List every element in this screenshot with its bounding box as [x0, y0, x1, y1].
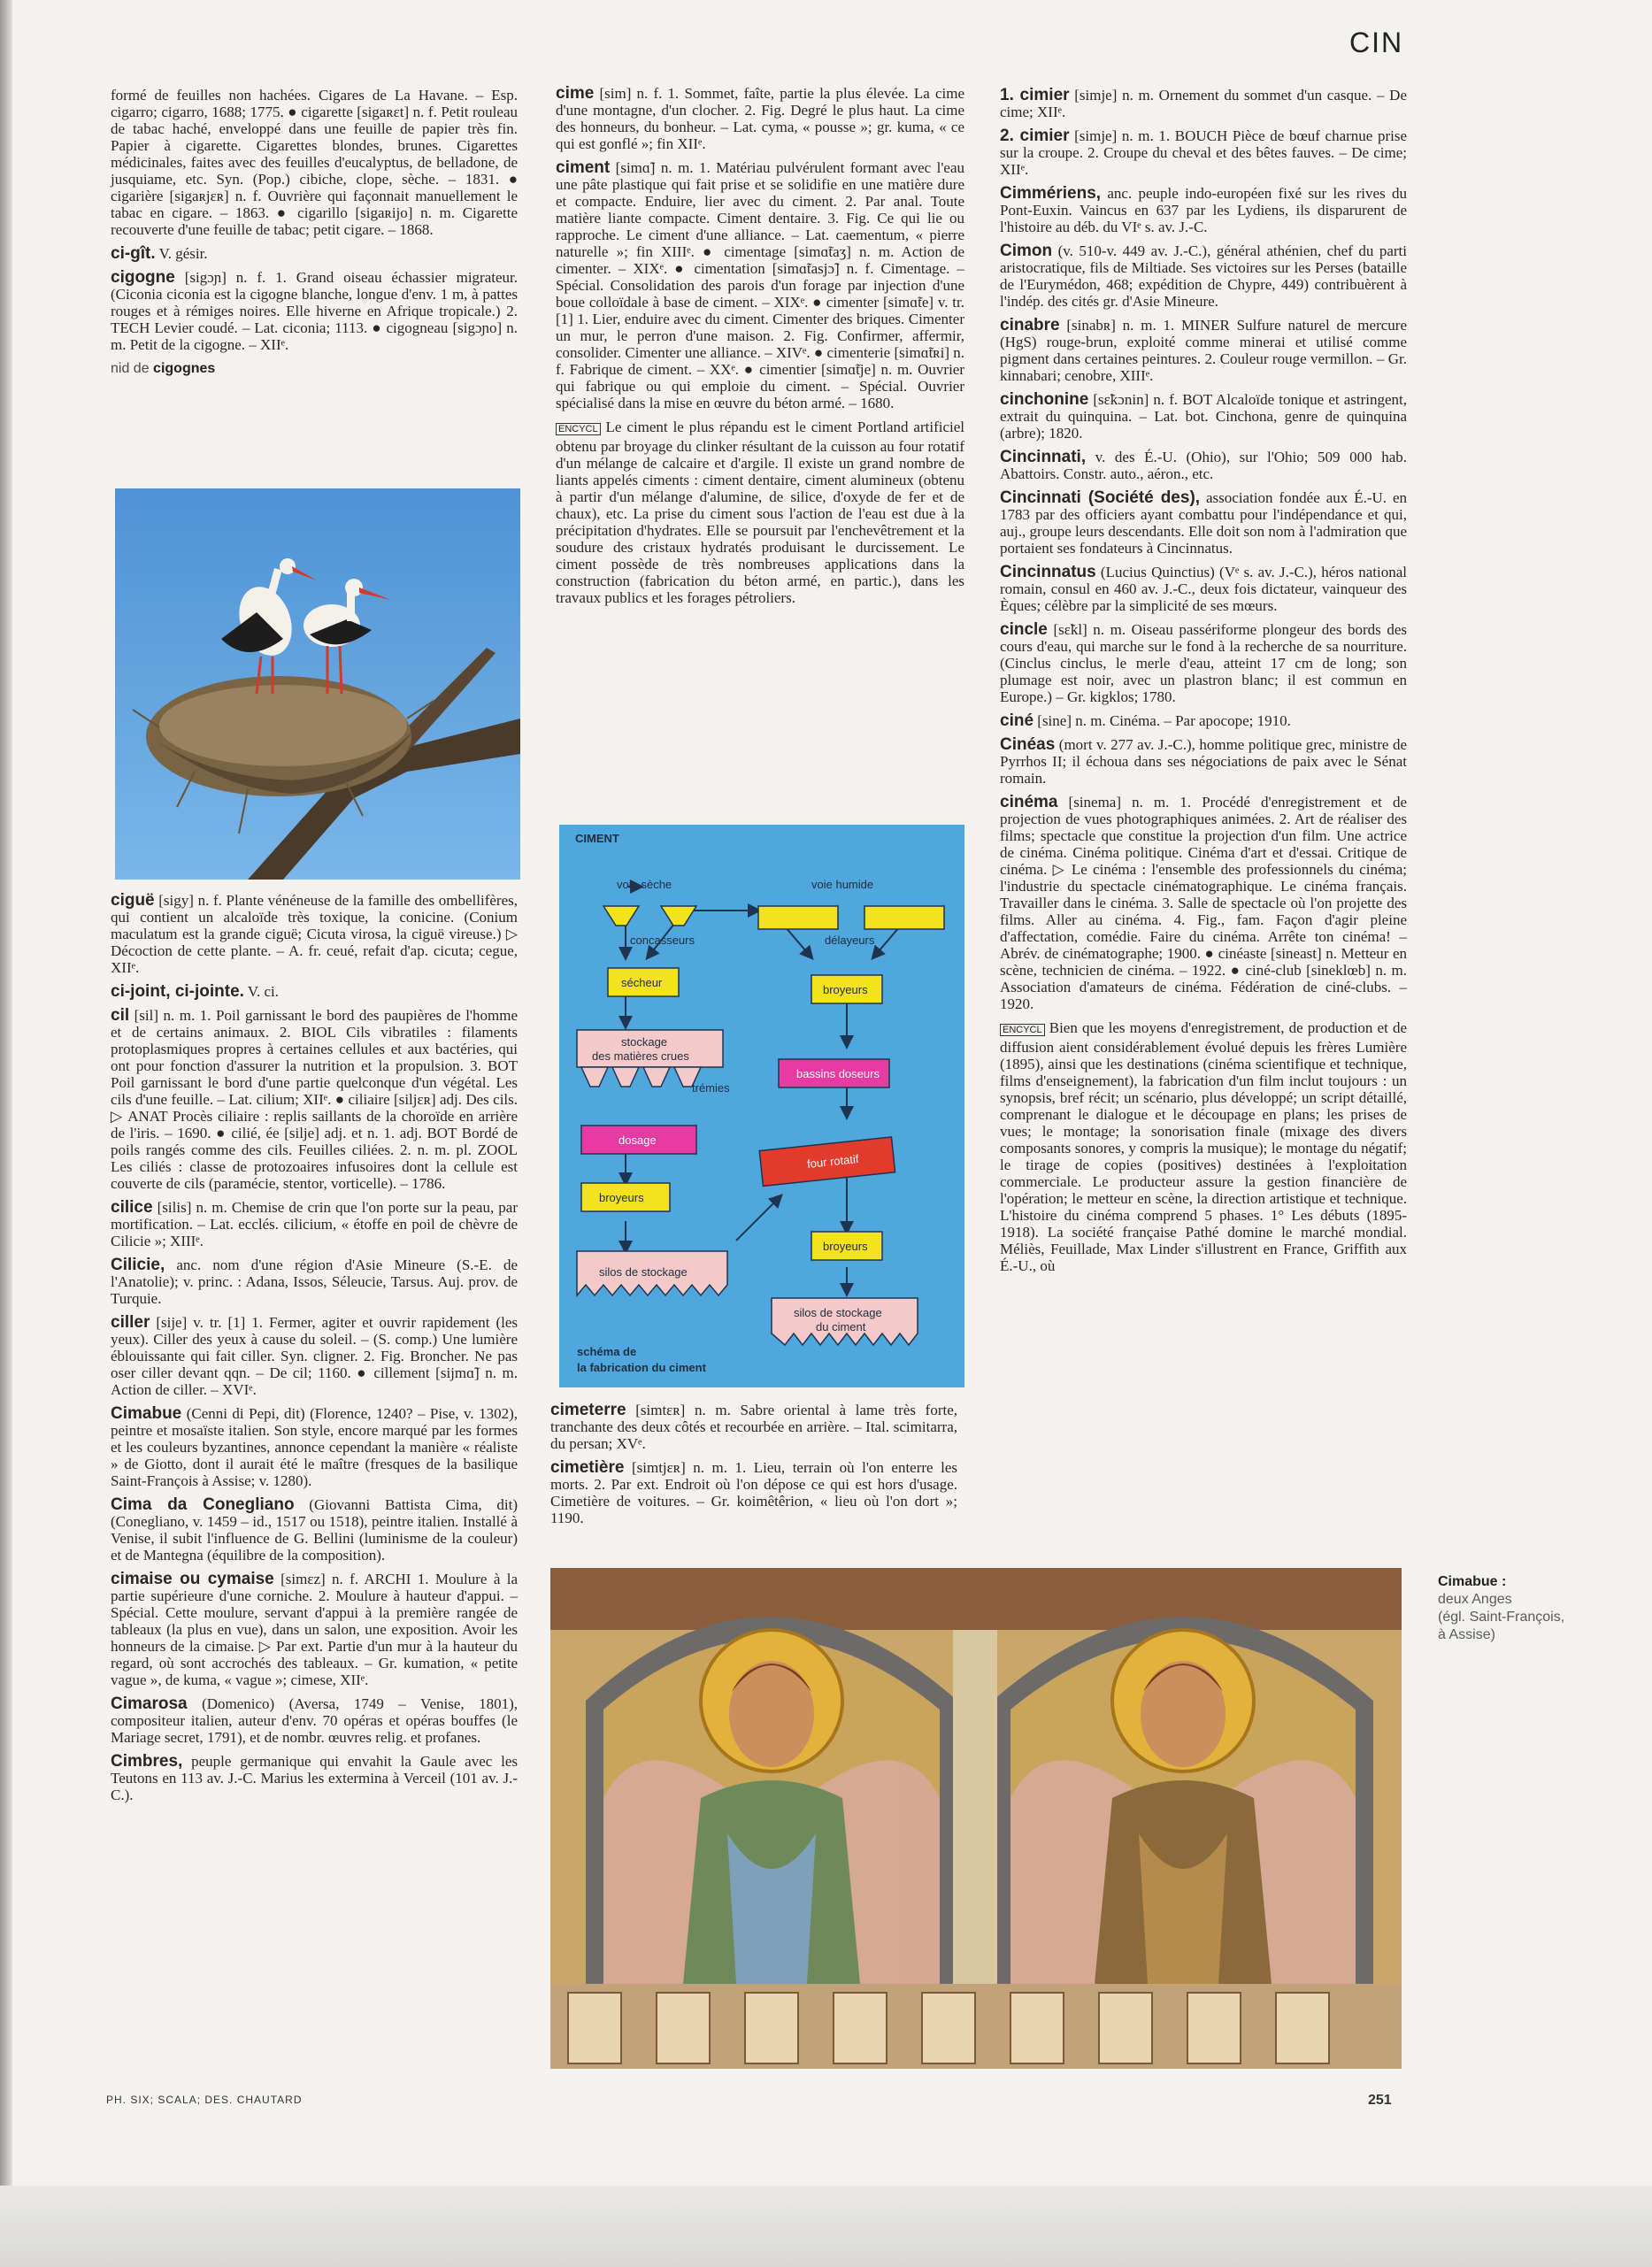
- definition: association fondée aux É.-U. en 1783 par des officiers ayant combattu pour l'indépendance et qui, auj., groupe leurs descendants. Elle doit son nom à l'admiration que portaient ses fondateurs à Cincinnatus.: [1000, 489, 1408, 557]
- definition: (Lucius Quinctius) (Vᵉ s. av. J.-C.), héros national romain, consul en 460 av. J.-C., deux fois dictateur, vainqueur des Èques; célèbre par la simplicité de ses mœurs.: [1000, 564, 1407, 614]
- headword: ci-joint, ci-jointe.: [111, 982, 244, 1001]
- label-broyeurs-right: broyeurs: [823, 983, 868, 996]
- definition: [simtɛʀ] n. m. Sabre oriental à lame très forte, tranchante des deux côtés et recourbée en arrière. – Ital. scimitarra, du persan; XVᵉ.: [550, 1402, 957, 1452]
- stork-nest-photo: [115, 488, 520, 880]
- fresco-caption: [1438, 1573, 1615, 1644]
- entry-cigue: [111, 892, 518, 976]
- headword: Cimarosa: [111, 1694, 188, 1713]
- label-concasseurs: concasseurs: [630, 934, 695, 947]
- diagram-title: CIMENT: [575, 832, 619, 845]
- definition: [sije] v. tr. [1] 1. Fermer, agiter et ouvrir rapidement (les yeux). Ciller des yeux à cause du soleil. – (S. comp.) Une lumière éblouissante qui fait ciller. Syn. cligner. 2. Fig. Broncher. Ne pas oser ciller devant qqn. – De cil; 1160. ● cillement [sijmɑ̃] n. m. Action de ciller. – XVIᵉ.: [111, 1314, 518, 1398]
- column-1b: [111, 892, 518, 1810]
- entry-cil: [111, 1007, 518, 1192]
- entry-cilicie: [111, 1256, 518, 1307]
- entry-cime: [556, 85, 964, 152]
- headword: Cima da Conegliano: [111, 1495, 295, 1514]
- definition: (v. 510-v. 449 av. J.-C.), général athénien, chef du parti aristocratique, fils de Miltiade. Ses victoires sur les Perses (bataille de l'Eurymédon, 468; expédition de Chypre, 449) contribuèrent à l'indép. des cités gr. d'Asie Mineure.: [1000, 242, 1407, 310]
- headword: 2. cimier: [1000, 127, 1070, 145]
- entry-cinabre: [1000, 317, 1407, 384]
- entry-cimabue: [111, 1405, 518, 1489]
- headword: cinchonine: [1000, 390, 1089, 409]
- entry-cigare-continued: formé de feuilles non hachées. Cigares de La Havane. – Esp. cigarro; cigarro, 1688; 1775. ● cigarette [sigaʀɛt] n. f. Petit rouleau de tabac haché, enveloppé dans une feuille de papier très fin. Papier à cigarette. Cigarettes blondes, brunes. Cigarettes médicinales, faites avec des feuilles d'eucalyptus, de belladone, de jusquiame, etc. Syn. (Pop.) cibiche, clope, sèche. – 1831. ● cigarière [sigaʀjɛʀ] n. f. Ouvrière qui façonnait manuellement le tabac en cigare. – 1863. ● cigarillo [sigaʀijo] n. m. Cigarette recouverte d'une feuille de tabac; petit cigare. – 1868.: [111, 87, 518, 238]
- definition: anc. peuple indo-européen fixé sur les rives du Pont-Euxin. Vaincus en 637 par les Lydiens, ils disparurent de l'histoire au déb. du VIᵉ s. av. J.-C.: [1000, 185, 1407, 235]
- definition: [sigy] n. f. Plante vénéneuse de la famille des ombellifères, qui contient un alcaloïde très toxique, la conicine. (Conium maculatum est la grande ciguë; Cicuta virosa, la ciguë vireuse.) ▷ Décoction de cette plante. – A. fr. ceué, refait d'ap. cicuta; cegue, XIIᵉ.: [111, 892, 518, 976]
- headword: Cimon: [1000, 242, 1053, 260]
- label-fabrication: la fabrication du ciment: [577, 1361, 706, 1374]
- headword: cinéma: [1000, 793, 1058, 811]
- definition: [sigɔɲ] n. f. 1. Grand oiseau échassier migrateur. (Ciconia ciconia est la cigogne blanche, longue d'env. 1 m, à pattes rouges et à rémiges noires. Elle hiverne en Afrique tropicale.) 2. TECH Levier coudé. – Lat. ciconia; 1113. ● cigogneau [sigɔɲo] n. m. Petit de la cigogne. – XIIᵉ.: [111, 269, 518, 353]
- stork-illustration: [115, 488, 520, 880]
- headword: cinabre: [1000, 316, 1060, 334]
- definition: (mort v. 277 av. J.-C.), homme politique grec, ministre de Pyrrhos II; il échoua dans ses négociations de paix avec le Sénat romain.: [1000, 736, 1407, 787]
- definition: (Cenni di Pepi, dit) (Florence, 1240? – Pise, v. 1302), peintre et mosaïste italien. Son style, encore marqué par les formes et les couleurs byzantines, annonce cependant la manière « réaliste » de Giotto, dont il aurait été le maître (fresques de la basilique Saint-François à Assise; v. 1280).: [111, 1405, 518, 1489]
- definition: [simɛz] n. f. ARCHI 1. Moulure à la partie supérieure d'une corniche. 2. Moulure à hauteur d'appui. – Spécial. Cette moulure, servant d'appui à la première rangée de tableaux (la plus en vue), dans un salon, une exposition. Avoir les honneurs de la cimaise. ▷ Par ext. Partie d'un mur à la hauteur du regard, où sont accrochés des tableaux. – Gr. kumation, « petite vague », de kuma, « vague »; cimese, XIIᵉ.: [111, 1571, 519, 1688]
- label-four-rotatif: four rotatif: [806, 1151, 860, 1172]
- definition: v. des É.-U. (Ohio), sur l'Ohio; 509 000 hab. Abattoirs. Constr. auto., aéron., etc.: [1000, 449, 1407, 482]
- definition: [simje] n. m. 1. BOUCH Pièce de bœuf charnue prise sur la croupe. 2. Croupe du cheval et des bêtes fauves. – De cime; XIIᵉ.: [1000, 127, 1407, 178]
- label-silos-stockage-left: silos de stockage: [599, 1265, 688, 1279]
- fresco-caption-line2: (égl. Saint-François,: [1438, 1610, 1565, 1625]
- definition: [simtjɛʀ] n. m. 1. Lieu, terrain où l'on enterre les morts. 2. Par ext. Endroit où l'on dépose ce qui est hors d'usage. Cimetière de voitures. – Gr. koimêtêrion, « lieu où l'on dort »; 1190.: [550, 1459, 957, 1526]
- headword: Cincinnati,: [1000, 448, 1087, 466]
- headword: cimeterre: [550, 1401, 626, 1419]
- definition: (Domenico) (Aversa, 1749 – Venise, 1801), compositeur italien, auteur d'env. 70 opéras et opéras bouffes (le Mariage secret, 1791), et de nombr. œuvres relig. et profanes.: [111, 1695, 518, 1746]
- cement-process-chart: [559, 825, 964, 1387]
- scan-shadow: [0, 0, 12, 2267]
- headword: 1. cimier: [1000, 86, 1070, 104]
- entry-cimaise: [111, 1571, 518, 1688]
- entry-cincinnati-societe: [1000, 489, 1407, 557]
- label-broyeurs-left: broyeurs: [599, 1191, 644, 1204]
- fresco-caption-line3: à Assise): [1438, 1627, 1495, 1642]
- headword: Cilicie,: [111, 1256, 165, 1274]
- definition: [sɛ̃kɔnin] n. f. BOT Alcaloïde tonique et astringent, extrait du quinquina. – Lat. bot. Cinchona, genre de quinquina (arbre); 1820.: [1000, 391, 1407, 442]
- label-tremies: trémies: [692, 1081, 730, 1095]
- label-schema: schéma de: [577, 1345, 637, 1358]
- headword: ciné: [1000, 711, 1034, 730]
- definition: [sine] n. m. Cinéma. – Par apocope; 1910.: [1033, 712, 1291, 729]
- definition: anc. nom d'une région d'Asie Mineure (S.-E. de l'Anatolie); v. princ. : Adana, Issos, Séleucie, Tarsus. Auj. prov. de Turquie.: [111, 1256, 518, 1307]
- column-3: [1000, 87, 1407, 1281]
- entry-cimmeriens: [1000, 185, 1407, 235]
- fresco-caption-title: Cimabue :: [1438, 1574, 1507, 1589]
- definition: Bien que les moyens d'enregistrement, de production et de diffusion aient considérablement évolué depuis les frères Lumière (1895), ainsi que les destinations (cinéma scientifique et technique, films d'enseignement), la fabrication d'un film inclut toujours : un synopsis, bref récit; un scénario, plus développé; un script détaillé, comprenant le dialogue et le découpage en plans; les prises de vues; le montage; la sonorisation finale (mixage des divers composants sonores, y compris la musique); le montage du négatif; le tirage de copies (positives) destinées à l'exploitation commerciale. Le producteur assure la gestion financière de l'opération; le metteur en scène, la direction artistique et technique. L'histoire du cinéma comprend 5 phases. 1° Les débuts (1895-1918). La société française Pathé domine le marché mondial. Méliès, Feuillade, Max Linder s'illustrent en France, Griffith aux É.-U., où: [1000, 1019, 1407, 1274]
- definition: V. gésir.: [155, 245, 208, 262]
- headword: Cimmériens,: [1000, 184, 1102, 203]
- label-secheur: sécheur: [621, 976, 663, 989]
- entry-cincinnati: [1000, 449, 1407, 482]
- headword: Cimbres,: [111, 1752, 183, 1771]
- entry-cimetiere: [550, 1459, 957, 1526]
- definition: (Giovanni Battista Cima, dit) (Conegliano, v. 1459 – id., 1517 ou 1518), peintre italien. Installé à Venise, il subit l'influence de G. Bellini (luminisme de la couleur) et de Mantegna (équilibre de la composition).: [111, 1496, 518, 1564]
- cimabue-fresco-photo: [550, 1568, 1402, 2069]
- headword: ciller: [111, 1313, 150, 1332]
- headword: cilice: [111, 1198, 153, 1217]
- entry-cincinnatus: [1000, 564, 1407, 614]
- headword: Cinéas: [1000, 735, 1056, 754]
- headword: Cimabue: [111, 1404, 182, 1423]
- label-delayeurs: délayeurs: [825, 934, 875, 947]
- definition: [sinema] n. m. 1. Procédé d'enregistrement et de projection de vues photographiques animées. 2. Art de réaliser des films; spectacle que constitue la projection d'un film. Une actrice de cinéma. Cinéma politique. Cinéma d'art et d'essai. Critique de cinéma. ▷ Le cinéma : l'ensemble des professionnels du cinéma; l'industrie du spectacle cinématographique. Le cinéma français. Travailler dans le cinéma. 3. Salle de spectacle où l'on projette des films. Aller au cinéma. 4. Fig., fam. Façon d'agir pleine d'affectation, comédie. Faire du cinéma. Arrête ton cinéma! – Abrév. de cinématographe; 1900. ● cinéaste [sineast] n. Metteur en scène, technicien de cinéma. – 1922. ● ciné-club [sineklœb] n. m. Association d'amateurs de cinéma. Fédération de ciné-clubs. – 1920.: [1000, 794, 1407, 1012]
- column-1: [111, 87, 518, 384]
- headword: Cincinnati (Société des),: [1000, 488, 1201, 507]
- definition: [sɛ̃kl] n. m. Oiseau passériforme plongeur des bords des cours d'eau, qui marche sur le fond à la recherche de sa nourriture. (Cinclus cinclus, le merle d'eau, atteint 17 cm de long; son plumage est noir, avec un plastron blanc; il est commun en Europe.) – Gr. kigklos; 1780.: [1000, 621, 1407, 705]
- headword: cime: [556, 84, 595, 103]
- definition: Le ciment le plus répandu est le ciment Portland artificiel obtenu par broyage du clinker résultant de la cuisson au four rotatif d'un mélange de calcaire et d'argile. Il existe un grand nombre de liants appelés ciments : ciment dentaire, ciment alumineux (obtenu à partir d'un mélange d'alumine, de silice, d'oxyde de fer et de chaux), etc. La prise du ciment sous l'action de l'eau est due à la précipitation d'hydrates. Elle se poursuit par l'enchevêtrement et la soudure des cristaux hydratés produisant le durcissement. Le ciment possède de très nombreuses applications dans la construction (fabrication du béton armé, en partic.), dans les travaux publics et les forages pétroliers.: [556, 419, 964, 606]
- caption-prefix: nid de: [111, 361, 150, 376]
- headword: ciguë: [111, 891, 155, 910]
- entry-ci-joint: [111, 983, 518, 1000]
- definition: V. ci.: [243, 983, 279, 1000]
- entry-cigogne: [111, 269, 518, 353]
- entry-cimbres: [111, 1753, 518, 1803]
- label-voie-seche: voie sèche: [617, 878, 672, 891]
- entry-cine: [1000, 712, 1407, 729]
- running-head: CIN: [1349, 27, 1404, 58]
- label-silos-stockage-right: silos de stockage: [794, 1306, 882, 1319]
- entry-cimier-2: [1000, 127, 1407, 178]
- scanner-bed: [0, 2186, 1652, 2267]
- definition: [simɑ̃] n. m. 1. Matériau pulvérulent formant avec l'eau une pâte plastique qui fait prise et se solidifie en une matière dure et compacte. Enduire, lier avec du ciment. 2. Par anal. Toute matière liante compacte. Ciment dentaire. 3. Fig. Ce qui lie ou rapproche. Le ciment d'une alliance. – Lat. caementum, « pierre naturelle »; fin XIIIᵉ. ● cimentage [simɑ̃taʒ] n. m. Action de cimenter. – XIXᵉ. ● cimentation [simɑ̃tasjɔ̃] n. f. Cimentage. – Spécial. Consolidation des parois d'un forage par injection d'une boue colloïdale à base de ciment. – XIXᵉ. ● cimenter [simɑ̃te] v. tr. [1] 1. Lier, enduire avec du ciment. Cimenter des briques. Cimenter un mur, le perron d'une maison. 2. Fig. Confirmer, affermir, consolider. Cimenter une alliance. – XIVᵉ. ● cimenterie [simɑ̃tʀi] n. f. Fabrique de ciment. – XXᵉ. ● cimentier [simɑ̃tje] n. m. Ouvrier qui fabrique ou qui emploie du ciment. – Spécial. Ouvrier spécialisé dans la mise en œuvre du béton armé. – 1680.: [556, 159, 964, 411]
- definition: [sim] n. f. 1. Sommet, faîte, partie la plus élevée. La cime d'une montagne, d'un clocher. 2. Fig. Degré le plus haut. La cime des honneurs, du bonheur. – Lat. cyma, « pousse »; gr. kuma, « ce qui est gonflé »; fin XIIᵉ.: [556, 85, 964, 152]
- entry-ci-git: [111, 245, 518, 262]
- encycl-label: ENCYCL: [556, 423, 601, 435]
- encycl-label: ENCYCL: [1000, 1024, 1045, 1036]
- fresco-caption-line1: deux Anges: [1438, 1592, 1512, 1607]
- entry-cilice: [111, 1199, 518, 1249]
- headword: cil: [111, 1006, 130, 1025]
- definition: peuple germanique qui envahit la Gaule avec les Teutons en 113 av. J.-C. Marius les extermina à Verceil (101 av. J.-C.).: [111, 1753, 518, 1803]
- fresco-illustration: [550, 1568, 1402, 2069]
- label-du-ciment: du ciment: [816, 1320, 866, 1333]
- headword: ciment: [556, 158, 611, 177]
- stork-caption: [111, 360, 518, 377]
- entry-cinema-encycl: [1000, 1019, 1407, 1274]
- label-bassins-doseurs: bassins doseurs: [796, 1067, 880, 1080]
- definition: [sinabʀ] n. m. 1. MINER Sulfure naturel de mercure (HgS) rouge-brun, exploité comme minerai et utilisé comme pigment dans certaines peintures. 2. Couleur rouge vermillon. – Gr. kinnabari; cenobre, XIIIᵉ.: [1000, 317, 1407, 384]
- column-2: [556, 85, 964, 613]
- entry-cimeterre: [550, 1402, 957, 1452]
- entry-ciller: [111, 1314, 518, 1398]
- label-matieres-crues: des matières crues: [592, 1049, 689, 1063]
- entry-cimier-1: [1000, 87, 1407, 120]
- entry-ciment-encycl: [556, 419, 964, 606]
- page-number: 251: [1368, 2093, 1392, 2108]
- headword: cimetière: [550, 1458, 625, 1477]
- entry-cima-da-conegliano: [111, 1496, 518, 1564]
- definition: [sil] n. m. 1. Poil garnissant le bord des paupières de l'homme et de certains animaux. 2. BIOL Cils vibratiles : filaments protoplasmiques propres à certaines cellules et aux bactéries, qui ont pour fonction d'assurer la nutrition et la propulsion. 3. BOT Poil garnissant le bord d'une partie quelconque d'un végétal. Les cils d'une feuille. – Lat. cilium; XIIᵉ. ● ciliaire [siljɛʀ] adj. Des cils. ▷ ANAT Procès ciliaire : replis saillants de la choroïde en arrière de l'iris. – 1690. ● cilié, ée [silje] adj. et n. 1. adj. BOT Bordé de poils rangés comme des cils. Feuilles ciliées. 2. n. m. pl. ZOOL Les ciliés : classe de protozoaires infusoires dont la cellule est couverte de cils (paramécie, stentor, vorticelle). – 1786.: [111, 1007, 518, 1192]
- label-broyeurs-bottom: broyeurs: [823, 1240, 868, 1253]
- headword: Cincinnatus: [1000, 563, 1096, 581]
- label-stockage: stockage: [621, 1035, 668, 1049]
- entry-cinema: [1000, 794, 1407, 1012]
- entry-ciment: [556, 159, 964, 411]
- label-voie-humide: voie humide: [811, 878, 874, 891]
- photo-credits: PH. SIX; SCALA; DES. CHAUTARD: [106, 2094, 303, 2106]
- entry-cineas: [1000, 736, 1407, 787]
- headword: cigogne: [111, 268, 175, 287]
- headword: cincle: [1000, 620, 1048, 639]
- caption-word: cigognes: [153, 361, 216, 376]
- headword: ci-gît.: [111, 244, 156, 263]
- entry-cimon: [1000, 242, 1407, 310]
- cement-diagram: [559, 825, 964, 1387]
- entry-cinchonine: [1000, 391, 1407, 442]
- entry-cimarosa: [111, 1695, 518, 1746]
- definition: [simje] n. m. Ornement du sommet d'un casque. – De cime; XIIᵉ.: [1000, 87, 1407, 120]
- headword: cimaise ou cymaise: [111, 1570, 274, 1588]
- column-2b: [550, 1402, 957, 1533]
- definition: [silis] n. m. Chemise de crin que l'on porte sur la peau, par mortification. – Lat. ecclés. cilicium, « étoffe en poil de chèvre de Cilicie »; XIIIᵉ.: [111, 1199, 518, 1249]
- label-dosage: dosage: [619, 1134, 657, 1147]
- entry-cincle: [1000, 621, 1407, 705]
